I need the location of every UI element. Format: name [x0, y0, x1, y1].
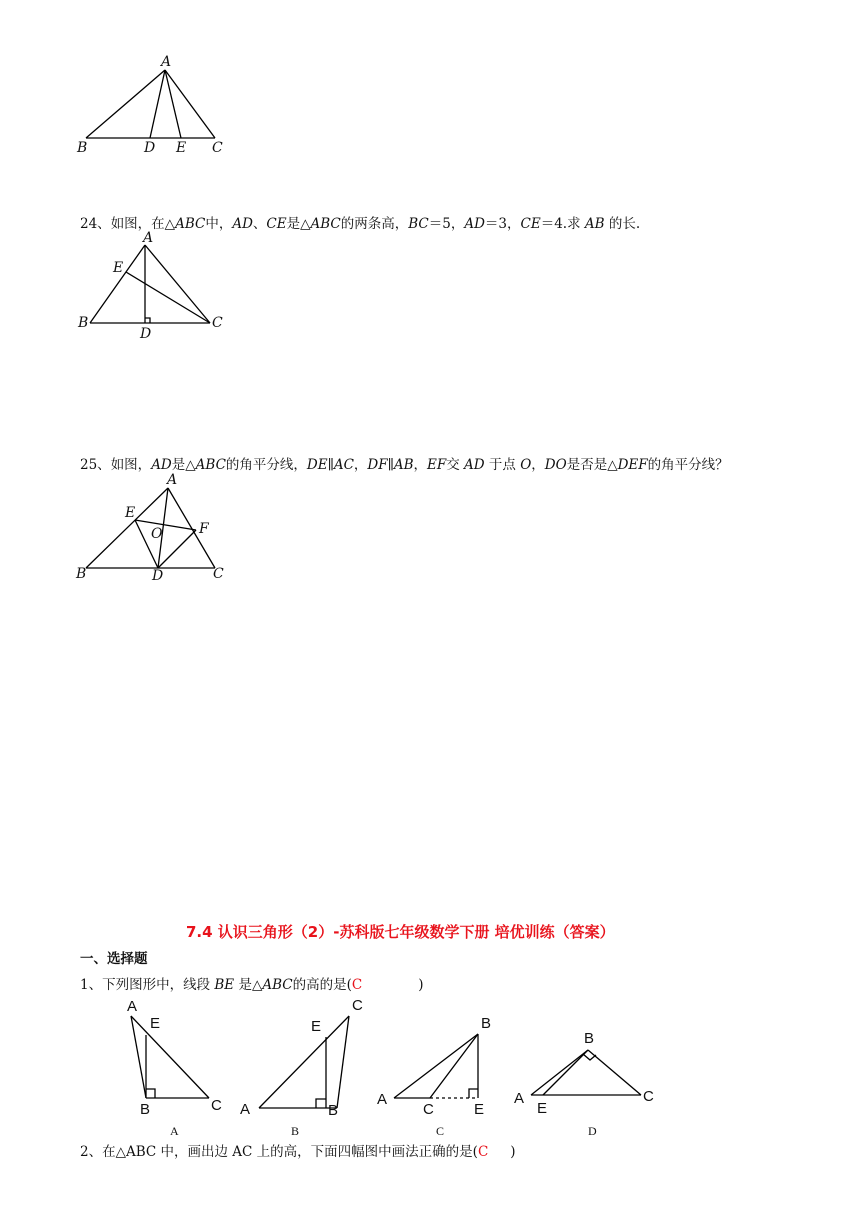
label-B: B [77, 140, 88, 156]
question-number: 2、 [80, 1144, 103, 1160]
label-D: D [144, 140, 156, 156]
option-caption-A: A [170, 1124, 179, 1138]
figB-label-A: A [240, 1101, 251, 1118]
figB-label-E: E [311, 1018, 322, 1035]
option-caption-B: B [291, 1124, 300, 1138]
answer-value: C [351, 977, 363, 993]
label-B: B [78, 315, 89, 331]
figA-label-C: C [211, 1097, 222, 1114]
label-B: B [76, 566, 87, 582]
question-25: 25、如图，AD是△ABC的角平分线，DE∥AC，DF∥AB，EF交 AD 于点 O，DO是否是△DEF的角平分线？ [80, 457, 729, 473]
figA-label-A: A [127, 998, 138, 1015]
figB-label-B: B [328, 1102, 339, 1119]
option-caption-D: D [588, 1124, 597, 1138]
label-C: C [212, 140, 223, 156]
question-number: 25、 [80, 457, 111, 473]
label-D: D [140, 326, 152, 342]
figD-label-B: B [584, 1030, 595, 1047]
label-A: A [167, 472, 178, 488]
figC-label-A: A [377, 1091, 388, 1108]
figA-label-E: E [150, 1015, 161, 1032]
question-1: 1、下列图形中，线段 BE 是△ABC的高的是(C ) [80, 977, 424, 993]
label-E: E [176, 140, 187, 156]
figD-label-C: C [643, 1088, 654, 1105]
label-A: A [143, 230, 154, 246]
label-O: O [151, 526, 163, 542]
answer-value: C [477, 1144, 489, 1160]
label-C: C [213, 566, 224, 582]
question-number: 24、 [80, 216, 111, 232]
label-A: A [161, 54, 172, 70]
figA-label-B: B [140, 1101, 151, 1118]
figD-label-E: E [537, 1100, 548, 1117]
question-24: 24、如图，在△ABC中，AD、CE是△ABC的两条高，BC＝5，AD＝3，CE＝4.求 AB 的长. [80, 216, 641, 232]
answer-title: 7.4 认识三角形（2）-苏科版七年级数学下册 培优训练（答案） [186, 923, 615, 941]
figC-label-B: B [481, 1015, 492, 1032]
figC-label-E: E [474, 1101, 485, 1118]
option-caption-C: C [436, 1124, 445, 1138]
figB-label-C: C [352, 997, 363, 1014]
label-D: D [152, 568, 164, 584]
figD-label-A: A [514, 1090, 525, 1107]
label-E: E [125, 505, 136, 521]
label-F: F [199, 521, 209, 537]
label-C: C [212, 315, 223, 331]
section-heading: 一、选择题 [80, 951, 148, 967]
question-number: 1、 [80, 977, 103, 993]
figC-label-C: C [423, 1101, 434, 1118]
question-2: 2、在△ABC 中，画出边 AC 上的高，下面四幅图中画法正确的是(C ) [80, 1144, 516, 1160]
label-E: E [113, 260, 124, 276]
